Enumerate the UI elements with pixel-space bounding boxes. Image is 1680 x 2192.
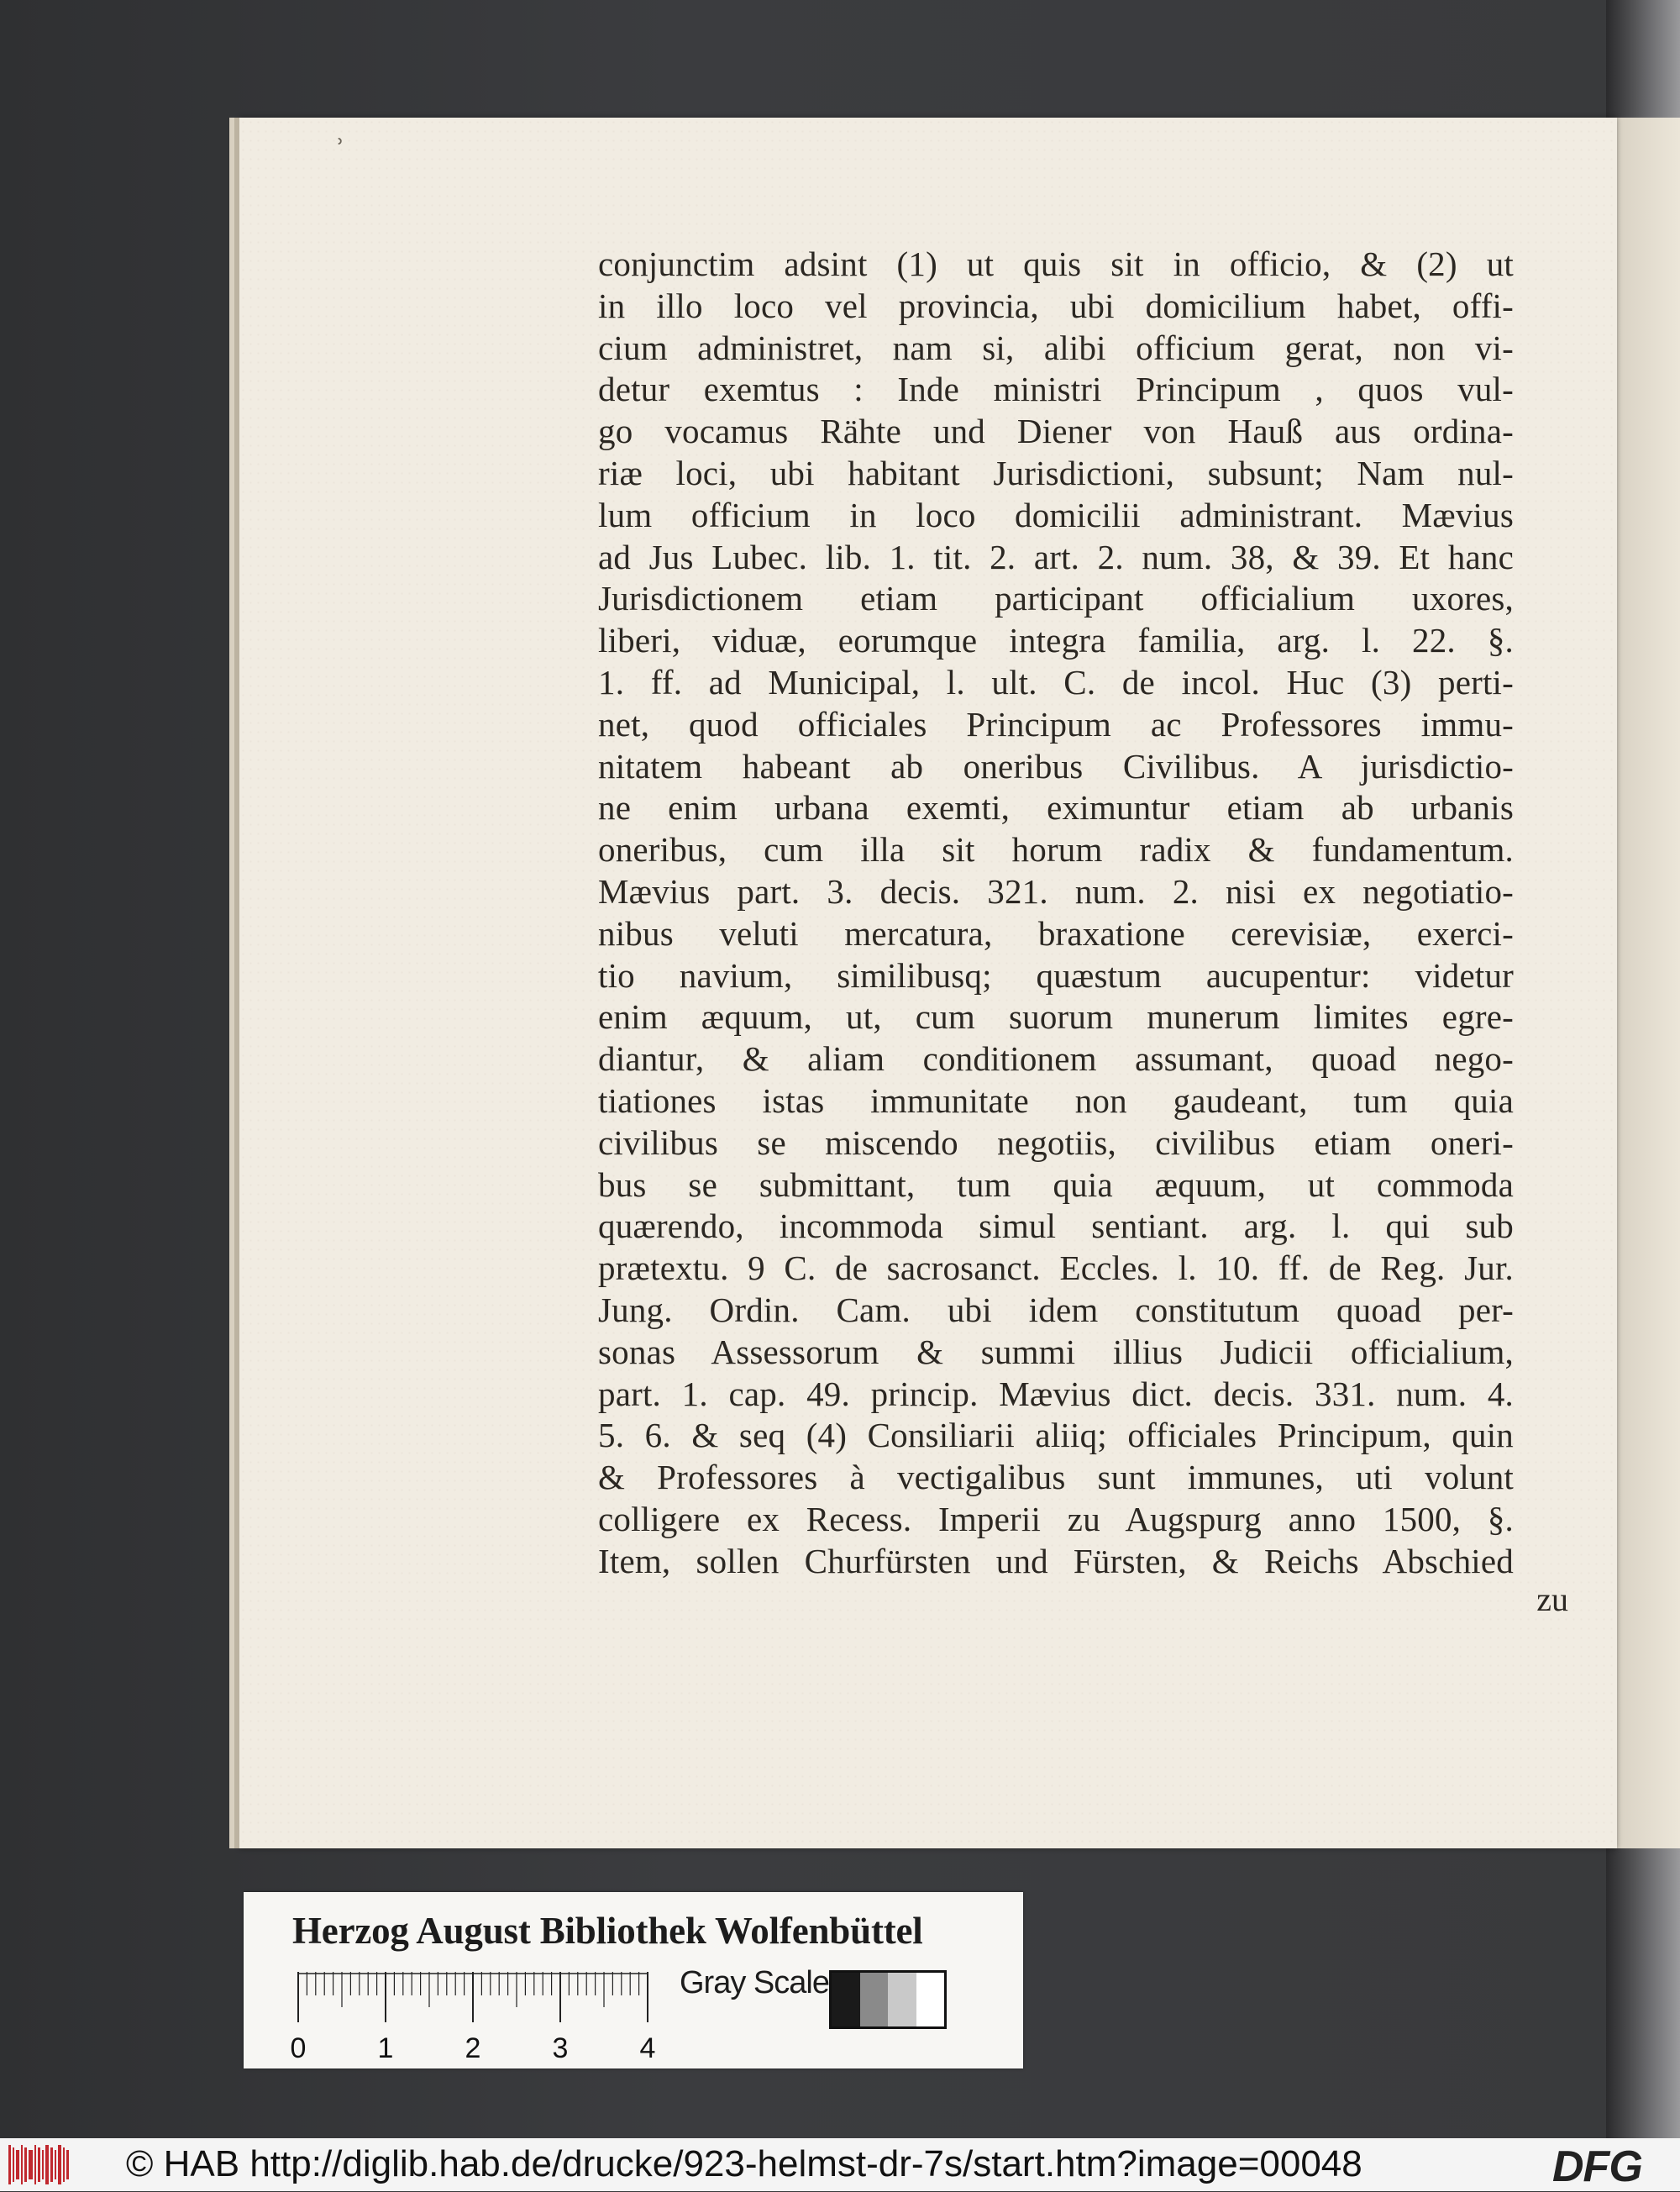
text-line: cium administret, nam si, alibi officium gerat, non vi- [598, 328, 1514, 367]
footer-credit-link[interactable]: © HAB http://diglib.hab.de/drucke/923-helmst-dr-7s/start.htm?image=00048 [126, 2143, 1362, 2184]
grayscale-swatches [829, 1970, 947, 2029]
logo-bar [66, 2150, 69, 2179]
text-line: Jurisdictionem etiam participant officialium uxores, [598, 579, 1514, 618]
logo-bar [13, 2147, 14, 2182]
logo-bar [42, 2150, 44, 2179]
text-line: diantur, & aliam conditionem assumant, quoad nego- [598, 1039, 1514, 1079]
text-line: conjunctim adsint (1) ut quis sit in officio, & (2) ut [598, 244, 1514, 283]
footer-bar [0, 2138, 1680, 2191]
logo-bar [8, 2145, 11, 2184]
text-line: tio navium, similibusq; quæstum aucupentur: videtur [598, 955, 1514, 995]
catchword: zu [1536, 1580, 1568, 1618]
text-line: Mævius part. 3. decis. 321. num. 2. nisi ex negotiatio- [598, 871, 1514, 911]
hab-barcode-logo-icon [7, 2142, 71, 2188]
logo-bar [29, 2150, 33, 2179]
text-line: & Professores à vectigalibus sunt immunes, uti volunt [598, 1458, 1514, 1497]
text-line: in illo loco vel provincia, ubi domicilium habet, offi- [598, 286, 1514, 325]
text-line: ne enim urbana exemti, eximuntur etiam ab urbanis [598, 788, 1514, 828]
text-line: quærendo, incommoda simul sentiant. arg. l. qui sub [598, 1206, 1514, 1246]
logo-bar [21, 2145, 23, 2184]
ruler-number: 2 [465, 2032, 481, 2064]
logo-bar [45, 2145, 49, 2184]
logo-bar [58, 2145, 61, 2184]
text-line: 5. 6. & seq (4) Consiliarii aliiq; officiales Principum, quin [598, 1416, 1514, 1455]
page-text [598, 244, 1514, 1583]
text-line: 1. ff. ad Municipal, l. ult. C. de incol. Huc (3) perti- [598, 662, 1514, 702]
logo-bar [34, 2145, 36, 2184]
grayscale-swatch [832, 1973, 860, 2026]
text-line: ad Jus Lubec. lib. 1. tit. 2. art. 2. num. 38, & 39. Et hanc [598, 537, 1514, 576]
text-line: enim æquum, ut, cum suorum munerum limites egre- [598, 997, 1514, 1037]
grayscale-label: Gray Scale [680, 1965, 829, 2000]
text-line: bus se submittant, tum quia æquum, ut commoda [598, 1164, 1514, 1204]
text-line: tiationes istas immunitate non gaudeant, tum quia [598, 1080, 1514, 1120]
text-line: civilibus se miscendo negotiis, civilibus etiam oneri- [598, 1122, 1514, 1162]
text-line: oneribus, cum illa sit horum radix & fundamentum. [598, 830, 1514, 870]
dfg-logo-icon: DFG [1552, 2142, 1642, 2191]
ruler-number: 0 [290, 2032, 307, 2064]
text-line: Item, sollen Churfürsten und Fürsten, & Reichs Abschied [598, 1541, 1514, 1580]
text-line: liberi, viduæ, eorumque integra familia, arg. l. 22. §. [598, 621, 1514, 660]
grayscale-swatch [888, 1973, 916, 2026]
text-line: detur exemtus : Inde ministri Principum , quos vul- [598, 370, 1514, 409]
ruler-number: 3 [552, 2032, 569, 2064]
logo-bar [16, 2150, 19, 2179]
logo-bar [63, 2147, 65, 2182]
text-line: net, quod officiales Principum ac Professores immu- [598, 704, 1514, 744]
ruler-number: 4 [639, 2032, 656, 2064]
logo-bar [55, 2150, 56, 2179]
text-line: sonas Assessorum & summi illius Judicii officialium, [598, 1332, 1514, 1371]
logo-bar [24, 2147, 27, 2182]
grayscale-swatch [860, 1973, 889, 2026]
book-page [239, 118, 1617, 1848]
text-line: Jung. Ordin. Cam. ubi idem constitutum quoad per- [598, 1290, 1514, 1329]
text-line: colligere ex Recess. Imperii zu Augspurg anno 1500, §. [598, 1499, 1514, 1538]
text-line: nitatem habeant ab oneribus Civilibus. A jurisdictio- [598, 746, 1514, 786]
text-line: riæ loci, ubi habitant Jurisdictioni, subsunt; Nam nul- [598, 453, 1514, 492]
text-line: prætextu. 9 C. de sacrosanct. Eccles. l. 10. ff. de Reg. Jur. [598, 1248, 1514, 1288]
color-calibration-bar [244, 1892, 1023, 2068]
ruler-number: 1 [377, 2032, 394, 2064]
text-line: lum officium in loco domicilii administrant. Mævius [598, 495, 1514, 534]
scale-ruler [290, 1972, 656, 2064]
logo-bar [50, 2147, 53, 2182]
next-leaf-edge [1617, 118, 1680, 1848]
text-line: nibus veluti mercatura, braxatione cerevisiæ, exerci- [598, 913, 1514, 953]
text-line: go vocamus Rähte und Diener von Hauß aus ordina- [598, 412, 1514, 451]
logo-bar [38, 2147, 40, 2182]
grayscale-swatch [916, 1973, 945, 2026]
library-title: Herzog August Bibliothek Wolfenbüttel [292, 1910, 923, 1952]
page-mark: ʾ [337, 134, 345, 164]
text-line: part. 1. cap. 49. princip. Mævius dict. decis. 331. num. 4. [598, 1374, 1514, 1413]
